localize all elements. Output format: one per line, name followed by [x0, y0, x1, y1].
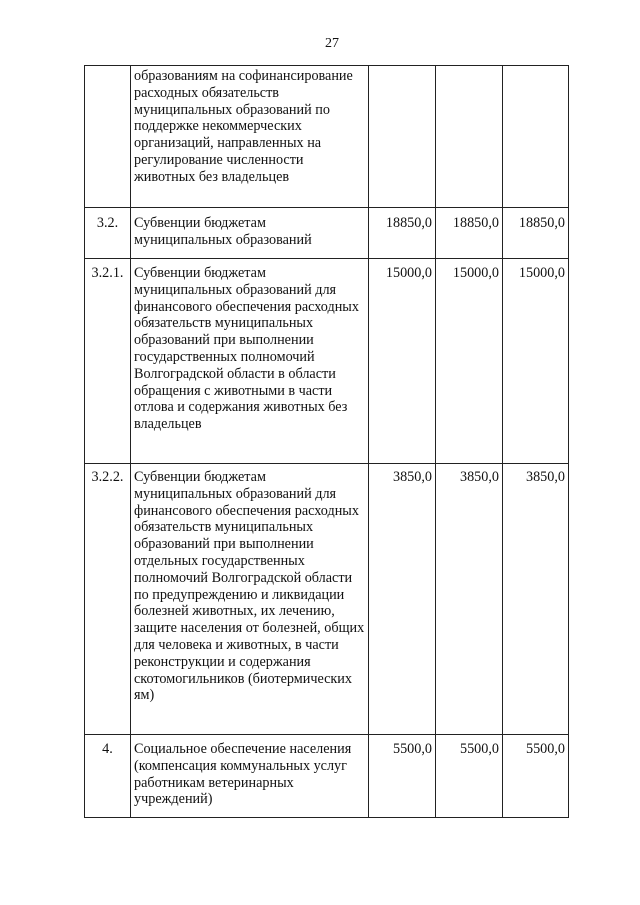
row-description-cell: Субвенции бюджетам муниципальных образований для финансового обеспечения расходных обязательств муниципальных образований при выполнении государственных полномочий Волгоградской области в области обращения с животными в части отлова и содержания животных без владельцев	[131, 259, 369, 464]
row-value-3-cell: 18850,0	[503, 208, 569, 259]
page-number: 27	[325, 36, 339, 51]
row-value-3-cell: 15000,0	[503, 259, 569, 464]
row-value-1-cell: 5500,0	[369, 735, 436, 818]
row-description-cell: Социальное обеспечение населения (компенсация коммунальных услуг работникам ветеринарных учреждений)	[131, 735, 369, 818]
row-value-1-cell: 18850,0	[369, 208, 436, 259]
row-number-cell: 3.2.	[85, 208, 131, 259]
table-row	[85, 735, 569, 818]
row-value-3-cell: 5500,0	[503, 735, 569, 818]
row-value-2-cell	[436, 66, 503, 208]
table-row	[85, 66, 569, 208]
row-value-2-cell: 3850,0	[436, 464, 503, 735]
row-value-1-cell	[369, 66, 436, 208]
row-description-cell: Субвенции бюджетам муниципальных образований	[131, 208, 369, 259]
table-row	[85, 259, 569, 464]
row-value-2-cell: 15000,0	[436, 259, 503, 464]
row-value-3-cell: 3850,0	[503, 464, 569, 735]
row-description-cell: образованиям на софинансирование расходных обязательств муниципальных образований по поддержке некоммерческих организаций, направленных на регулирование численности животных без владельцев	[131, 66, 369, 208]
row-value-1-cell: 15000,0	[369, 259, 436, 464]
table-row	[85, 464, 569, 735]
budget-table	[84, 65, 569, 818]
row-number-cell: 3.2.1.	[85, 259, 131, 464]
row-value-2-cell: 18850,0	[436, 208, 503, 259]
row-value-2-cell: 5500,0	[436, 735, 503, 818]
row-value-1-cell: 3850,0	[369, 464, 436, 735]
row-description-cell: Субвенции бюджетам муниципальных образований для финансового обеспечения расходных обязательств муниципальных образований при выполнении отдельных государственных полномочий Волгоградской области по предупреждению и ликвидации болезней животных, их лечению, защите населения от болезней, общих для человека и животных, в части реконструкции и содержания скотомогильников (биотермических ям)	[131, 464, 369, 735]
row-number-cell: 4.	[85, 735, 131, 818]
row-number-cell	[85, 66, 131, 208]
table-row	[85, 208, 569, 259]
row-value-3-cell	[503, 66, 569, 208]
row-number-cell: 3.2.2.	[85, 464, 131, 735]
